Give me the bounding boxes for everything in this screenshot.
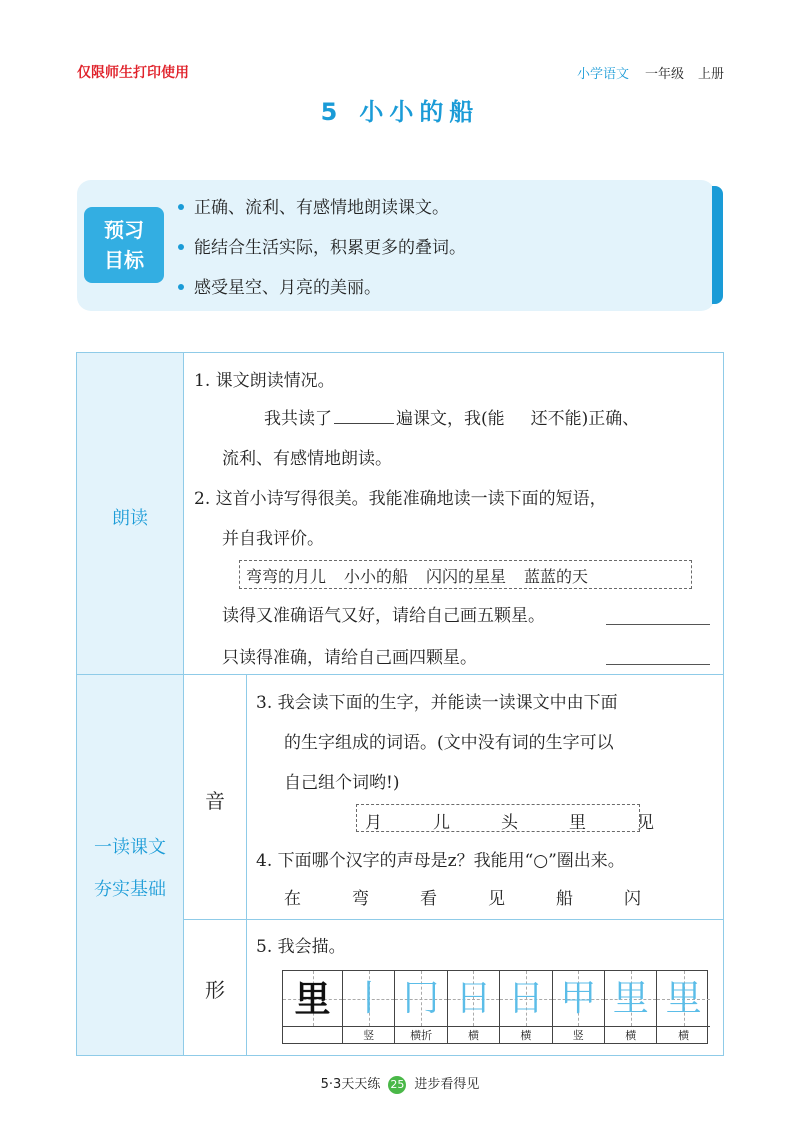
phrase-box — [239, 560, 692, 589]
q3-line3: 自己组个词哟!) — [284, 773, 400, 793]
new-char: 头 — [501, 813, 518, 833]
goals-side-tab — [712, 186, 723, 304]
trace-char-cell[interactable] — [343, 971, 395, 1026]
q2-eval1: 读得又准确语气又好，请给自己画五颗星。 — [222, 606, 545, 626]
grade-label: 一年级 — [644, 67, 684, 82]
star-answer-line-1[interactable] — [606, 624, 710, 625]
section-basics-label-1: 一读课文 — [94, 837, 166, 858]
stroke-label: 竖 — [343, 1026, 395, 1044]
q2-line1: 2. 这首小诗写得很美。我能准确地读一读下面的短语， — [194, 489, 607, 509]
new-char: 月 — [365, 813, 382, 833]
phrase-item: 弯弯的月儿 — [246, 567, 327, 586]
book-info — [577, 63, 724, 82]
choice-char[interactable]: 弯 — [352, 889, 369, 909]
choice-char[interactable]: 船 — [556, 889, 573, 909]
stroke-label: 横 — [657, 1026, 709, 1044]
trace-char-cell[interactable] — [553, 971, 605, 1026]
q1-text-c: 还不能)正确、 — [530, 409, 640, 429]
preview-goals-badge — [84, 207, 164, 283]
grid-char: 冂 — [403, 978, 440, 1019]
bullet-icon — [178, 244, 184, 250]
new-char: 里 — [569, 813, 586, 833]
lesson-name: 小小的船 — [359, 98, 480, 126]
lesson-number: 5 — [320, 98, 344, 126]
section-reading-label: 朗读 — [112, 508, 148, 529]
star-answer-line-2[interactable] — [606, 664, 710, 665]
q4-text: 4. 下面哪个汉字的声母是z？我能用“○”圈出来。 — [256, 851, 625, 871]
new-chars-box — [356, 804, 654, 833]
q3-line2: 的生字组成的词语。(文中没有词的生字可以 — [284, 733, 614, 753]
goal-text: 正确、流利、有感情地朗读课文。 — [194, 198, 449, 218]
stroke-label: 横折 — [395, 1026, 447, 1044]
reading-count-blank[interactable] — [334, 407, 394, 424]
choice-char[interactable]: 闪 — [624, 889, 641, 909]
stroke-label: 竖 — [553, 1026, 605, 1044]
trace-char-cell[interactable] — [657, 971, 709, 1026]
q3-line1: 3. 我会读下面的生字，并能读一读课文中由下面 — [256, 693, 618, 713]
trace-char-cell[interactable] — [605, 971, 657, 1026]
sound-label: 音 — [205, 789, 225, 813]
choice-char[interactable]: 在 — [284, 889, 301, 909]
table-divider — [183, 353, 184, 1055]
q2-line2: 并自我评价。 — [222, 529, 324, 549]
bullet-icon — [178, 204, 184, 210]
bullet-icon — [178, 284, 184, 290]
table-divider — [184, 919, 723, 920]
table-divider — [246, 675, 247, 1055]
stroke-label: 横 — [448, 1026, 500, 1044]
lesson-title — [0, 92, 800, 127]
phrase-item: 小小的船 — [344, 567, 409, 586]
q1-text-b: 遍课文，我(能 — [396, 409, 505, 429]
goal-item — [178, 273, 381, 298]
stroke-label — [283, 1026, 343, 1044]
subject-label: 小学语文 — [576, 67, 629, 82]
goal-item — [178, 193, 449, 218]
grid-char: 里 — [612, 978, 649, 1019]
badge-line-1: 预习 — [104, 218, 144, 242]
model-char-cell — [283, 971, 343, 1026]
goal-text: 能结合生活实际，积累更多的叠词。 — [194, 238, 466, 258]
choice-char[interactable]: 见 — [488, 889, 505, 909]
q2-eval2: 只读得准确，请给自己画四颗星。 — [222, 648, 477, 668]
q1-line1 — [264, 404, 639, 429]
footer — [0, 1073, 800, 1094]
footer-slogan: 进步看得见 — [414, 1077, 480, 1092]
goal-item — [178, 233, 466, 258]
q1-line2: 流利、有感情地朗读。 — [222, 449, 392, 469]
grid-char: 甲 — [560, 978, 597, 1019]
grid-char: 丨 — [350, 978, 387, 1019]
grid-char: 日 — [455, 978, 492, 1019]
new-char: 见 — [637, 813, 654, 833]
stroke-label: 横 — [500, 1026, 552, 1044]
trace-char-cell[interactable] — [500, 971, 552, 1026]
term-label: 上册 — [697, 67, 724, 82]
grid-char: 日 — [507, 978, 544, 1019]
grid-char: 里 — [665, 978, 702, 1019]
q1-title: 1. 课文朗读情况。 — [194, 371, 335, 391]
phrase-item: 闪闪的星星 — [426, 567, 507, 586]
footer-brand: 5·3天天练 — [320, 1077, 381, 1092]
badge-line-2: 目标 — [104, 248, 144, 272]
page-number: 25 — [388, 1076, 406, 1094]
grid-char: 里 — [294, 978, 331, 1020]
trace-char-cell[interactable] — [395, 971, 447, 1026]
shape-label: 形 — [205, 978, 225, 1002]
trace-char-cell[interactable] — [448, 971, 500, 1026]
q1-text-a: 我共读了 — [264, 409, 332, 429]
goal-text: 感受星空、月亮的美丽。 — [194, 278, 381, 298]
phrase-item: 蓝蓝的天 — [524, 567, 589, 586]
new-char: 儿 — [433, 813, 450, 833]
print-notice: 仅限师生打印使用 — [77, 65, 189, 81]
q5-title: 5. 我会描。 — [256, 937, 346, 957]
section-basics-label-2: 夯实基础 — [94, 879, 166, 900]
stroke-label: 横 — [605, 1026, 657, 1044]
q4-chars — [284, 884, 692, 909]
choice-char[interactable]: 看 — [420, 889, 437, 909]
tracing-grid — [282, 970, 708, 1044]
table-divider — [77, 674, 723, 675]
